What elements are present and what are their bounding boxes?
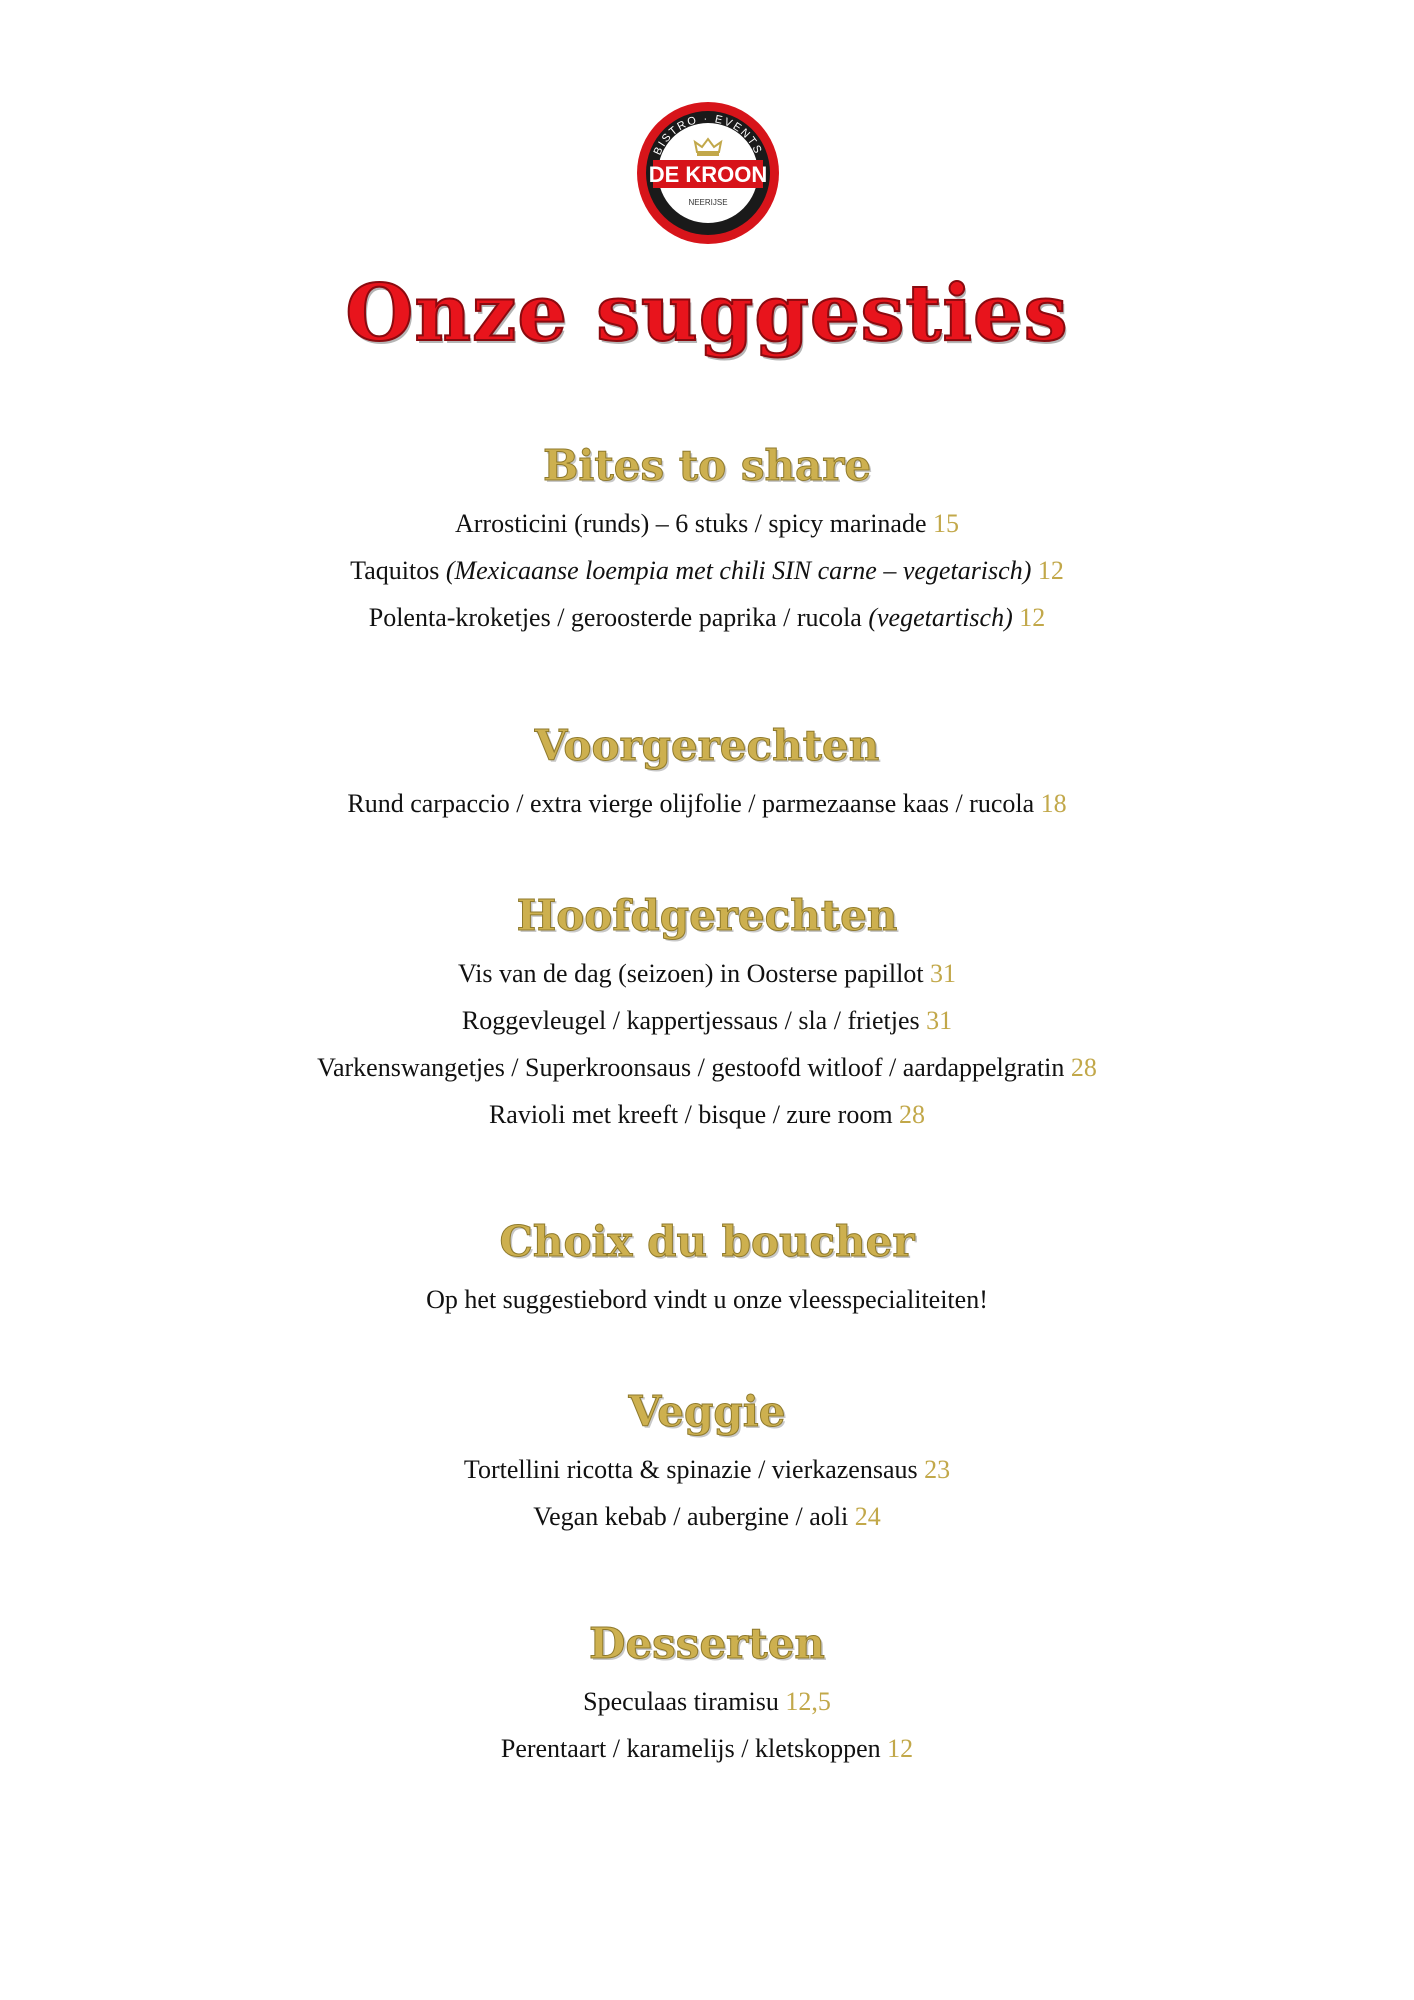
price: 31 [930, 959, 957, 988]
section-veggie [0, 1384, 1414, 1540]
logo-place: NEERIJSE [688, 198, 728, 207]
de-kroon-logo [635, 100, 781, 246]
price: 24 [854, 1502, 881, 1531]
section-choix-du-boucher [0, 1214, 1414, 1323]
menu-item: Arrosticini (runds) – 6 stuks / spicy marinade 15 [454, 509, 960, 538]
menu-item: Rund carpaccio / extra vierge olijfolie / parmezaanse kaas / rucola 18 [347, 789, 1067, 818]
menu-item: Speculaas tiramisu 12,5 [583, 1687, 831, 1716]
price: 12 [1012, 603, 1046, 632]
price: 23 [924, 1455, 951, 1484]
section-voorgerechten [0, 718, 1414, 827]
menu-item: Tortellini ricotta & spinazie / vierkazensaus 23 [463, 1455, 951, 1484]
page-title: Onze suggesties [345, 268, 1069, 359]
section-heading: Veggie [628, 1387, 786, 1436]
section-heading: Bites to share [542, 441, 872, 490]
price: 15 [933, 509, 960, 538]
menu-item: Taquitos (Mexicaanse loempia met chili SIN carne – vegetarisch) 12 [350, 556, 1064, 585]
section-heading: Hoofdgerechten [516, 891, 898, 940]
price: 18 [1040, 789, 1067, 818]
menu-item: Polenta-kroketjes / geroosterde paprika / rucola (vegetartisch) 12 [368, 603, 1046, 632]
section-heading: Desserten [589, 1619, 825, 1668]
menu-item: Vegan kebab / aubergine / aoli 24 [533, 1502, 881, 1531]
section-heading: Voorgerechten [534, 721, 880, 770]
section-bites-to-share [0, 438, 1414, 641]
section-heading: Choix du boucher [499, 1217, 915, 1266]
price: 12 [887, 1734, 914, 1763]
logo-name: DE KROON [648, 162, 768, 187]
section-text: Op het suggestiebord vindt u onze vleesspecialiteiten! [426, 1285, 988, 1314]
menu-item: Roggevleugel / kappertjessaus / sla / frietjes 31 [461, 1006, 953, 1035]
menu-item: Vis van de dag (seizoen) in Oosterse papillot 31 [457, 959, 957, 988]
section-hoofdgerechten [0, 888, 1414, 1138]
price: 28 [1070, 1053, 1097, 1082]
price: 31 [926, 1006, 953, 1035]
section-desserten [0, 1616, 1414, 1772]
logo-top-text: BISTRO · EVENTS [651, 112, 765, 157]
price: 12,5 [785, 1687, 831, 1716]
menu-item: Ravioli met kreeft / bisque / zure room 28 [488, 1100, 926, 1129]
menu-item: Perentaart / karamelijs / kletskoppen 12 [500, 1734, 914, 1763]
price: 12 [1031, 556, 1064, 585]
menu-item: Varkenswangetjes / Superkroonsaus / gestoofd witloof / aardappelgratin 28 [317, 1053, 1097, 1082]
price: 28 [899, 1100, 926, 1129]
